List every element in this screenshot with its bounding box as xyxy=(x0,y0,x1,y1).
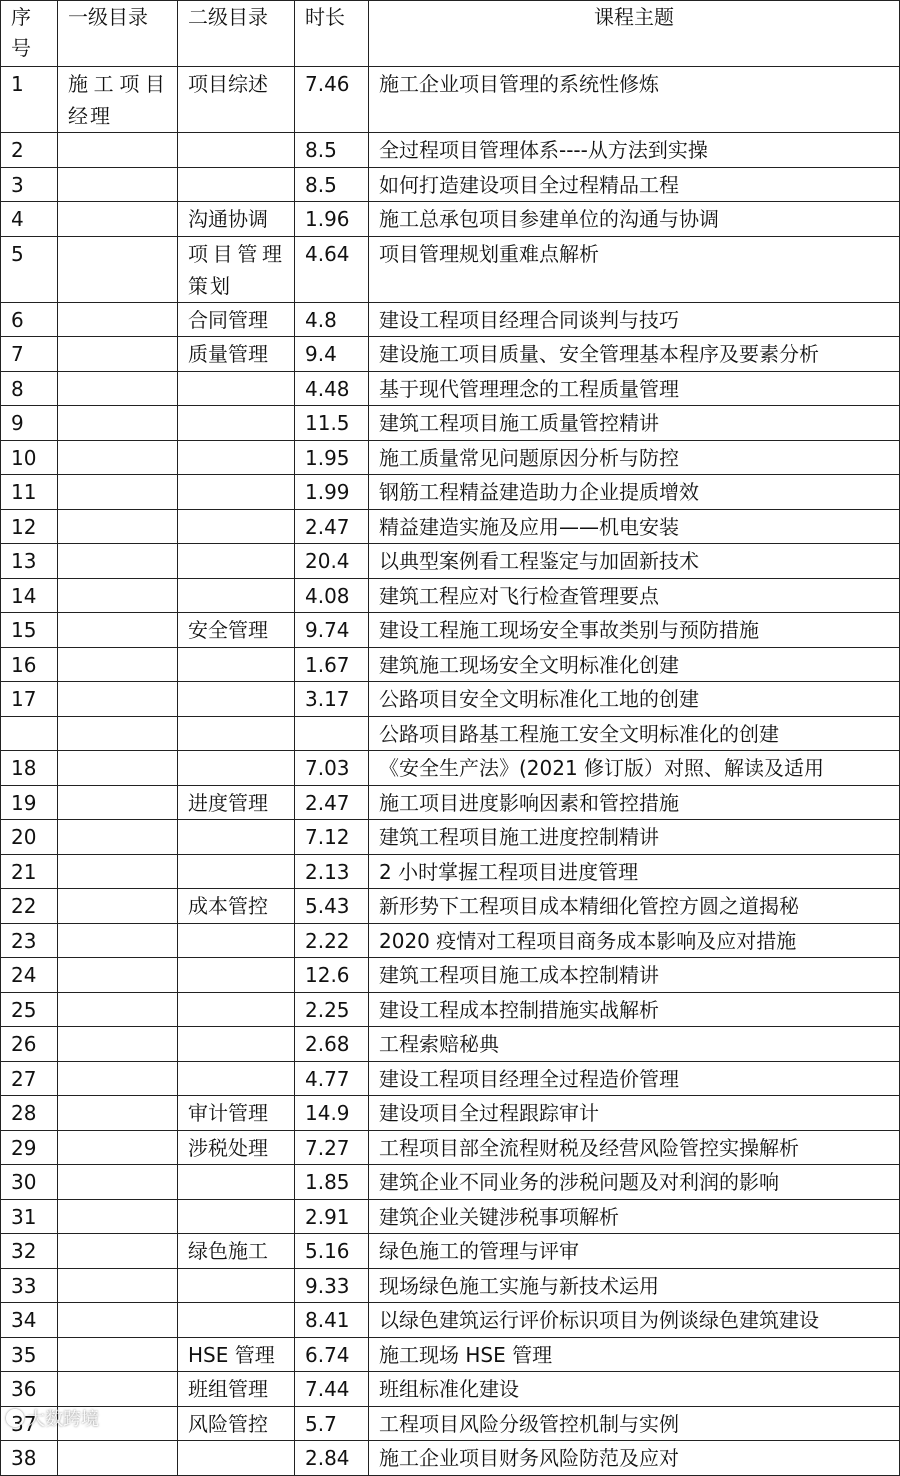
cell-topic: 班组标准化建设 xyxy=(369,1372,900,1407)
cell-duration: 14.9 xyxy=(295,1096,369,1131)
watermark xyxy=(6,1405,99,1431)
cell-level2: 项目管理策划 xyxy=(178,236,295,302)
cell-level2 xyxy=(178,958,295,993)
cell-level1 xyxy=(58,371,178,406)
table-row xyxy=(1,1061,900,1096)
table-row xyxy=(1,578,900,613)
cell-no: 25 xyxy=(1,992,58,1027)
cell-topic: 2 小时掌握工程项目进度管理 xyxy=(369,854,900,889)
table-row xyxy=(1,440,900,475)
cell-no: 8 xyxy=(1,371,58,406)
cell-level2 xyxy=(178,1303,295,1338)
cell-level1 xyxy=(58,1303,178,1338)
cell-duration: 8.41 xyxy=(295,1303,369,1338)
cell-duration: 2.13 xyxy=(295,854,369,889)
header-level1: 一级目录 xyxy=(58,1,178,67)
cell-no: 28 xyxy=(1,1096,58,1131)
cell-duration: 9.33 xyxy=(295,1268,369,1303)
cell-level1 xyxy=(58,1096,178,1131)
cell-no: 20 xyxy=(1,820,58,855)
cell-level2 xyxy=(178,923,295,958)
cell-topic: 施工总承包项目参建单位的沟通与协调 xyxy=(369,202,900,237)
cell-level1 xyxy=(58,992,178,1027)
cell-duration: 1.99 xyxy=(295,475,369,510)
cell-topic: 《安全生产法》(2021 修订版）对照、解读及适用 xyxy=(369,751,900,786)
cell-level2 xyxy=(178,1199,295,1234)
cell-topic: 施工现场 HSE 管理 xyxy=(369,1337,900,1372)
cell-level1 xyxy=(58,440,178,475)
cell-topic: 工程项目部全流程财税及经营风险管控实操解析 xyxy=(369,1130,900,1165)
cell-topic: 公路项目安全文明标准化工地的创建 xyxy=(369,682,900,717)
table-row xyxy=(1,1130,900,1165)
cell-level2: 合同管理 xyxy=(178,302,295,337)
cell-topic: 项目管理规划重难点解析 xyxy=(369,236,900,302)
cell-no: 11 xyxy=(1,475,58,510)
cell-level2: 成本管控 xyxy=(178,889,295,924)
table-row xyxy=(1,1096,900,1131)
cell-level2 xyxy=(178,1027,295,1062)
cell-duration: 7.12 xyxy=(295,820,369,855)
cell-level2 xyxy=(178,682,295,717)
cell-duration: 5.7 xyxy=(295,1406,369,1441)
cell-topic: 建设工程成本控制措施实战解析 xyxy=(369,992,900,1027)
cell-no: 31 xyxy=(1,1199,58,1234)
cell-no: 5 xyxy=(1,236,58,302)
cell-level2: HSE 管理 xyxy=(178,1337,295,1372)
table-row xyxy=(1,1234,900,1269)
cell-level1 xyxy=(58,1234,178,1269)
cell-level2 xyxy=(178,371,295,406)
cell-level2 xyxy=(178,751,295,786)
cell-duration: 2.91 xyxy=(295,1199,369,1234)
cell-topic: 精益建造实施及应用——机电安装 xyxy=(369,509,900,544)
cell-no: 34 xyxy=(1,1303,58,1338)
cell-level2 xyxy=(178,1061,295,1096)
table-row xyxy=(1,236,900,302)
cell-no: 7 xyxy=(1,337,58,372)
cell-topic: 建筑工程项目施工进度控制精讲 xyxy=(369,820,900,855)
table-row xyxy=(1,371,900,406)
cell-topic: 建设工程项目经理全过程造价管理 xyxy=(369,1061,900,1096)
table-row xyxy=(1,1337,900,1372)
table-row xyxy=(1,1268,900,1303)
table-header-row xyxy=(1,1,900,67)
cell-no: 24 xyxy=(1,958,58,993)
cell-level2 xyxy=(178,1268,295,1303)
cell-no: 14 xyxy=(1,578,58,613)
cell-no: 30 xyxy=(1,1165,58,1200)
cell-duration: 4.64 xyxy=(295,236,369,302)
header-topic: 课程主题 xyxy=(369,1,900,67)
cell-duration: 20.4 xyxy=(295,544,369,579)
cell-topic: 基于现代管理理念的工程质量管理 xyxy=(369,371,900,406)
cell-level1 xyxy=(58,682,178,717)
cell-level2 xyxy=(178,406,295,441)
cell-duration: 1.85 xyxy=(295,1165,369,1200)
cell-topic: 以绿色建筑运行评价标识项目为例谈绿色建筑建设 xyxy=(369,1303,900,1338)
cell-level1 xyxy=(58,302,178,337)
table-row xyxy=(1,820,900,855)
cell-level2 xyxy=(178,440,295,475)
cell-level1 xyxy=(58,1199,178,1234)
cell-no: 27 xyxy=(1,1061,58,1096)
table-row xyxy=(1,67,900,133)
cell-duration: 7.27 xyxy=(295,1130,369,1165)
cell-no: 29 xyxy=(1,1130,58,1165)
cell-no: 9 xyxy=(1,406,58,441)
cell-duration: 12.6 xyxy=(295,958,369,993)
cell-topic: 施工企业项目管理的系统性修炼 xyxy=(369,67,900,133)
cell-no: 38 xyxy=(1,1441,58,1476)
cell-topic: 建筑企业不同业务的涉税问题及对利润的影响 xyxy=(369,1165,900,1200)
cell-level2 xyxy=(178,992,295,1027)
cell-duration: 1.96 xyxy=(295,202,369,237)
table-row xyxy=(1,544,900,579)
cell-no: 12 xyxy=(1,509,58,544)
cell-level1 xyxy=(58,1165,178,1200)
table-row xyxy=(1,302,900,337)
table-row xyxy=(1,1027,900,1062)
table-row xyxy=(1,1372,900,1407)
cell-duration: 7.46 xyxy=(295,67,369,133)
cell-level2: 班组管理 xyxy=(178,1372,295,1407)
cell-level2 xyxy=(178,544,295,579)
table-row xyxy=(1,716,900,751)
cell-duration: 4.48 xyxy=(295,371,369,406)
cell-level2 xyxy=(178,716,295,751)
cell-duration xyxy=(295,716,369,751)
cell-duration: 8.5 xyxy=(295,133,369,168)
cell-topic: 施工企业项目财务风险防范及应对 xyxy=(369,1441,900,1476)
cell-no: 15 xyxy=(1,613,58,648)
cell-topic: 工程索赔秘典 xyxy=(369,1027,900,1062)
cell-topic: 建筑企业关键涉税事项解析 xyxy=(369,1199,900,1234)
table-row xyxy=(1,682,900,717)
cell-topic: 工程项目风险分级管控机制与实例 xyxy=(369,1406,900,1441)
header-no: 序号 xyxy=(1,1,58,67)
cell-duration: 6.74 xyxy=(295,1337,369,1372)
cell-no: 19 xyxy=(1,785,58,820)
cell-duration: 11.5 xyxy=(295,406,369,441)
cell-duration: 4.77 xyxy=(295,1061,369,1096)
table-row xyxy=(1,1441,900,1476)
cell-level1: 施工项目经理 xyxy=(58,67,178,133)
cell-level2: 项目综述 xyxy=(178,67,295,133)
cell-no: 26 xyxy=(1,1027,58,1062)
cell-topic: 绿色施工的管理与评审 xyxy=(369,1234,900,1269)
cell-no: 32 xyxy=(1,1234,58,1269)
table-body xyxy=(1,67,900,1476)
watermark-text: 大数跨境 xyxy=(27,1409,99,1430)
cell-level1 xyxy=(58,236,178,302)
cell-level1 xyxy=(58,1130,178,1165)
cell-no: 13 xyxy=(1,544,58,579)
cell-no: 2 xyxy=(1,133,58,168)
cell-level2: 风险管控 xyxy=(178,1406,295,1441)
table-row xyxy=(1,923,900,958)
cell-level1 xyxy=(58,854,178,889)
cell-level2 xyxy=(178,1165,295,1200)
cell-level1 xyxy=(58,613,178,648)
cell-level1 xyxy=(58,958,178,993)
cell-duration: 2.25 xyxy=(295,992,369,1027)
brand-logo-icon xyxy=(6,1409,24,1427)
cell-no: 17 xyxy=(1,682,58,717)
cell-no: 16 xyxy=(1,647,58,682)
table-row xyxy=(1,751,900,786)
cell-level2 xyxy=(178,167,295,202)
cell-no: 33 xyxy=(1,1268,58,1303)
cell-duration: 9.4 xyxy=(295,337,369,372)
cell-duration: 7.44 xyxy=(295,1372,369,1407)
cell-no: 6 xyxy=(1,302,58,337)
table-row xyxy=(1,133,900,168)
cell-topic: 建筑施工现场安全文明标准化创建 xyxy=(369,647,900,682)
cell-no: 23 xyxy=(1,923,58,958)
cell-duration: 2.47 xyxy=(295,509,369,544)
table-row xyxy=(1,337,900,372)
cell-level2 xyxy=(178,647,295,682)
cell-level1 xyxy=(58,509,178,544)
cell-level2: 进度管理 xyxy=(178,785,295,820)
cell-level2 xyxy=(178,509,295,544)
cell-level1 xyxy=(58,337,178,372)
cell-duration: 5.43 xyxy=(295,889,369,924)
cell-topic: 施工项目进度影响因素和管控措施 xyxy=(369,785,900,820)
table-row xyxy=(1,202,900,237)
cell-duration: 5.16 xyxy=(295,1234,369,1269)
cell-level1 xyxy=(58,751,178,786)
cell-level1 xyxy=(58,1027,178,1062)
cell-level1 xyxy=(58,1268,178,1303)
table-row xyxy=(1,647,900,682)
cell-topic: 全过程项目管理体系----从方法到实操 xyxy=(369,133,900,168)
cell-level2: 质量管理 xyxy=(178,337,295,372)
cell-duration: 2.47 xyxy=(295,785,369,820)
cell-level2: 绿色施工 xyxy=(178,1234,295,1269)
cell-topic: 建设工程项目经理合同谈判与技巧 xyxy=(369,302,900,337)
cell-no: 10 xyxy=(1,440,58,475)
cell-level2 xyxy=(178,820,295,855)
cell-no: 37 xyxy=(1,1406,58,1441)
cell-no: 1 xyxy=(1,67,58,133)
table-row xyxy=(1,854,900,889)
table-row xyxy=(1,1406,900,1441)
cell-level2 xyxy=(178,475,295,510)
cell-duration: 9.74 xyxy=(295,613,369,648)
table-row xyxy=(1,406,900,441)
cell-duration: 4.08 xyxy=(295,578,369,613)
table-row xyxy=(1,613,900,648)
cell-level1 xyxy=(58,785,178,820)
cell-no: 35 xyxy=(1,1337,58,1372)
cell-level1 xyxy=(58,1441,178,1476)
cell-topic: 建筑工程项目施工质量管控精讲 xyxy=(369,406,900,441)
cell-duration: 1.67 xyxy=(295,647,369,682)
cell-no: 4 xyxy=(1,202,58,237)
cell-level1 xyxy=(58,923,178,958)
cell-duration: 4.8 xyxy=(295,302,369,337)
cell-level1 xyxy=(58,1061,178,1096)
cell-level2: 沟通协调 xyxy=(178,202,295,237)
cell-topic: 建设工程施工现场安全事故类别与预防措施 xyxy=(369,613,900,648)
table-row xyxy=(1,1165,900,1200)
table-row xyxy=(1,992,900,1027)
cell-level2 xyxy=(178,1441,295,1476)
cell-no: 18 xyxy=(1,751,58,786)
cell-level2 xyxy=(178,854,295,889)
table-row xyxy=(1,958,900,993)
cell-level1 xyxy=(58,133,178,168)
cell-topic: 现场绿色施工实施与新技术运用 xyxy=(369,1268,900,1303)
cell-level1 xyxy=(58,1372,178,1407)
cell-level1 xyxy=(58,406,178,441)
cell-topic: 新形势下工程项目成本精细化管控方圆之道揭秘 xyxy=(369,889,900,924)
table-row xyxy=(1,509,900,544)
cell-duration: 2.68 xyxy=(295,1027,369,1062)
table-row xyxy=(1,1199,900,1234)
cell-no: 36 xyxy=(1,1372,58,1407)
cell-level1 xyxy=(58,202,178,237)
table-row xyxy=(1,1303,900,1338)
cell-duration: 3.17 xyxy=(295,682,369,717)
cell-topic: 施工质量常见问题原因分析与防控 xyxy=(369,440,900,475)
cell-topic: 如何打造建设项目全过程精品工程 xyxy=(369,167,900,202)
cell-level1 xyxy=(58,475,178,510)
cell-no xyxy=(1,716,58,751)
cell-topic: 公路项目路基工程施工安全文明标准化的创建 xyxy=(369,716,900,751)
cell-level1 xyxy=(58,578,178,613)
cell-topic: 钢筋工程精益建造助力企业提质增效 xyxy=(369,475,900,510)
header-level2: 二级目录 xyxy=(178,1,295,67)
cell-level1 xyxy=(58,647,178,682)
cell-topic: 建设项目全过程跟踪审计 xyxy=(369,1096,900,1131)
cell-level1 xyxy=(58,820,178,855)
cell-topic: 建筑工程应对飞行检查管理要点 xyxy=(369,578,900,613)
cell-level2: 涉税处理 xyxy=(178,1130,295,1165)
cell-no: 22 xyxy=(1,889,58,924)
cell-level2: 审计管理 xyxy=(178,1096,295,1131)
cell-no: 21 xyxy=(1,854,58,889)
cell-duration: 8.5 xyxy=(295,167,369,202)
cell-level2 xyxy=(178,578,295,613)
cell-level2 xyxy=(178,133,295,168)
cell-topic: 以典型案例看工程鉴定与加固新技术 xyxy=(369,544,900,579)
header-duration: 时长 xyxy=(295,1,369,67)
cell-level1 xyxy=(58,167,178,202)
table-row xyxy=(1,167,900,202)
table-row xyxy=(1,889,900,924)
table-row xyxy=(1,785,900,820)
cell-level1 xyxy=(58,1337,178,1372)
cell-topic: 建设施工项目质量、安全管理基本程序及要素分析 xyxy=(369,337,900,372)
cell-level2: 安全管理 xyxy=(178,613,295,648)
cell-level1 xyxy=(58,716,178,751)
cell-level1 xyxy=(58,544,178,579)
cell-level1 xyxy=(58,889,178,924)
cell-topic: 建筑工程项目施工成本控制精讲 xyxy=(369,958,900,993)
cell-topic: 2020 疫情对工程项目商务成本影响及应对措施 xyxy=(369,923,900,958)
cell-duration: 7.03 xyxy=(295,751,369,786)
cell-duration: 1.95 xyxy=(295,440,369,475)
cell-duration: 2.84 xyxy=(295,1441,369,1476)
table-row xyxy=(1,475,900,510)
cell-no: 3 xyxy=(1,167,58,202)
cell-duration: 2.22 xyxy=(295,923,369,958)
